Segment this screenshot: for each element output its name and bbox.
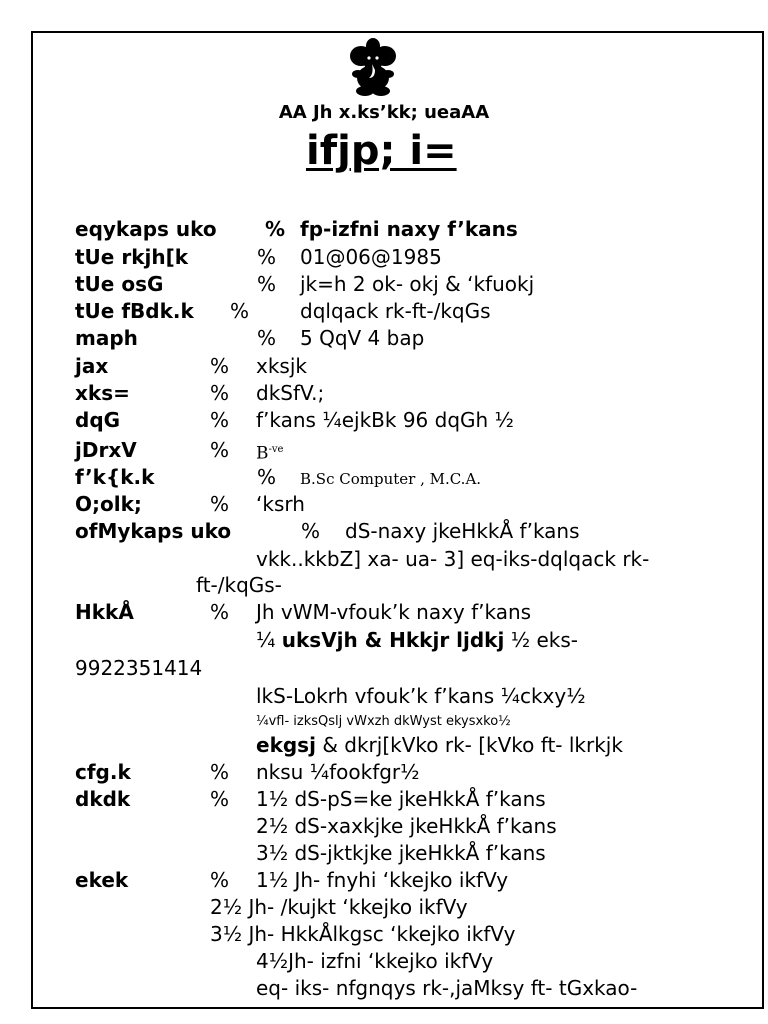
birth-time-label: tUe osG <box>75 272 164 296</box>
height-label: maph <box>75 326 138 350</box>
dob-value: 01@06@1985 <box>300 245 442 269</box>
uncle-label: dkdk <box>75 787 131 811</box>
uncle-item: 1½ dS-pS=ke jkeHkkÅ f’kans <box>256 787 546 811</box>
maternal-uncle-item: 4½Jh- izfni ‘kkejko ikfVy <box>256 949 494 973</box>
complexion-label: jax <box>75 354 109 378</box>
blood-group-rh: -ve <box>268 444 284 455</box>
maternal-home-value: & dkrj[kVko rk- [kVko ft- lkrkjk <box>322 733 623 757</box>
brother-job-line <box>256 628 578 652</box>
caste-separator: % <box>210 408 230 432</box>
ganesha-icon <box>345 36 401 98</box>
birth-time-value: jk=h 2 ok- okj & ‘kfuokj <box>300 272 535 296</box>
uncle-separator: % <box>210 787 230 811</box>
father-address-line2: ft-/kqGs- <box>196 573 282 597</box>
education-separator: % <box>257 465 277 489</box>
brother-job-close: ½ eks- <box>510 628 578 652</box>
caste-label: dqG <box>75 408 121 432</box>
name-separator: % <box>265 217 286 241</box>
sister-label: cfg.k <box>75 760 131 784</box>
caste-value: f’kans ¼ejkBk 96 dqGh ½ <box>256 408 514 432</box>
birth-time-separator: % <box>257 272 277 296</box>
gotra-value: dkSfV.; <box>256 381 325 405</box>
brother-job-open: ¼ <box>256 628 276 652</box>
maternal-uncle-item: 3½ Jh- HkkÅlkgsc ‘kkejko ikfVy <box>210 922 516 946</box>
dob-separator: % <box>257 245 277 269</box>
sister-value: nksu ¼fookfgr½ <box>256 760 420 784</box>
father-label: ofMykaps uko <box>75 519 232 543</box>
maternal-uncle-separator: % <box>210 868 230 892</box>
maternal-home-label: ekgsj <box>256 733 316 757</box>
dob-label: tUe rkjh[k <box>75 245 189 269</box>
blood-group-value <box>256 438 283 466</box>
maternal-uncle-item: 2½ Jh- /kujkt ‘kkejko ikfVy <box>210 895 468 919</box>
brother-value: Jh vWM-vfouk’k naxy f’kans <box>256 600 532 624</box>
sister-separator: % <box>210 760 230 784</box>
height-value: 5 QqV 4 bap <box>300 326 425 350</box>
brother-label: HkkÅ <box>75 600 134 624</box>
birth-place-separator: % <box>230 299 250 323</box>
uncle-item: 2½ dS-xaxkjke jkeHkkÅ f’kans <box>256 814 557 838</box>
name-label: eqykaps uko <box>75 217 217 241</box>
brother-job: uksVjh & Hkkjr ljdkj <box>281 628 505 652</box>
uncle-item: 3½ dS-jktkjke jkeHkkÅ f’kans <box>256 841 546 865</box>
education-label: f’k{k.k <box>75 465 155 489</box>
maternal-uncle-address: eq- iks- nfgnqys rk-,jaMksy ft- tGxkao- <box>256 976 638 1000</box>
father-value: dS-naxy jkeHkkÅ f’kans <box>345 519 580 543</box>
birth-place-label: tUe fBdk.k <box>75 299 194 323</box>
maternal-uncle-label: ekek <box>75 868 129 892</box>
height-separator: % <box>257 326 277 350</box>
page-title: ifjp; i= <box>306 128 457 174</box>
maternal-home-line <box>256 733 623 757</box>
sister-in-law-job: ¼vfl- izksQslj vWxzh dkWyst ekysxko½ <box>256 714 511 729</box>
sister-in-law: lkS-Lokrh vfouk’k f’kans ¼ckxy½ <box>256 684 586 708</box>
occupation-separator: % <box>210 492 230 516</box>
blood-group-separator: % <box>210 438 230 462</box>
brother-phone: 9922351414 <box>75 656 203 680</box>
invocation-text: AA Jh x.ks’kk; ueaAA <box>278 102 490 123</box>
name-value: fp-izfni naxy f’kans <box>300 217 518 241</box>
gotra-label: xks= <box>75 381 130 405</box>
occupation-label: O;olk; <box>75 492 142 516</box>
complexion-value: xksjk <box>256 354 307 378</box>
father-address-line1: vkk..kkbZ] xa- ua- 3] eq-iks-dqlqack rk- <box>256 547 650 571</box>
gotra-separator: % <box>210 381 230 405</box>
maternal-uncle-item: 1½ Jh- fnyhi ‘kkejko ikfVy <box>256 868 509 892</box>
blood-group-letter: B <box>256 443 269 464</box>
father-separator: % <box>301 519 321 543</box>
complexion-separator: % <box>210 354 230 378</box>
blood-group-label: jDrxV <box>75 438 137 462</box>
brother-separator: % <box>210 600 230 624</box>
birth-place-value: dqlqack rk-ft-/kqGs <box>300 299 491 323</box>
occupation-value: ‘ksrh <box>256 492 305 516</box>
education-value: B.Sc Computer , M.C.A. <box>300 470 482 488</box>
